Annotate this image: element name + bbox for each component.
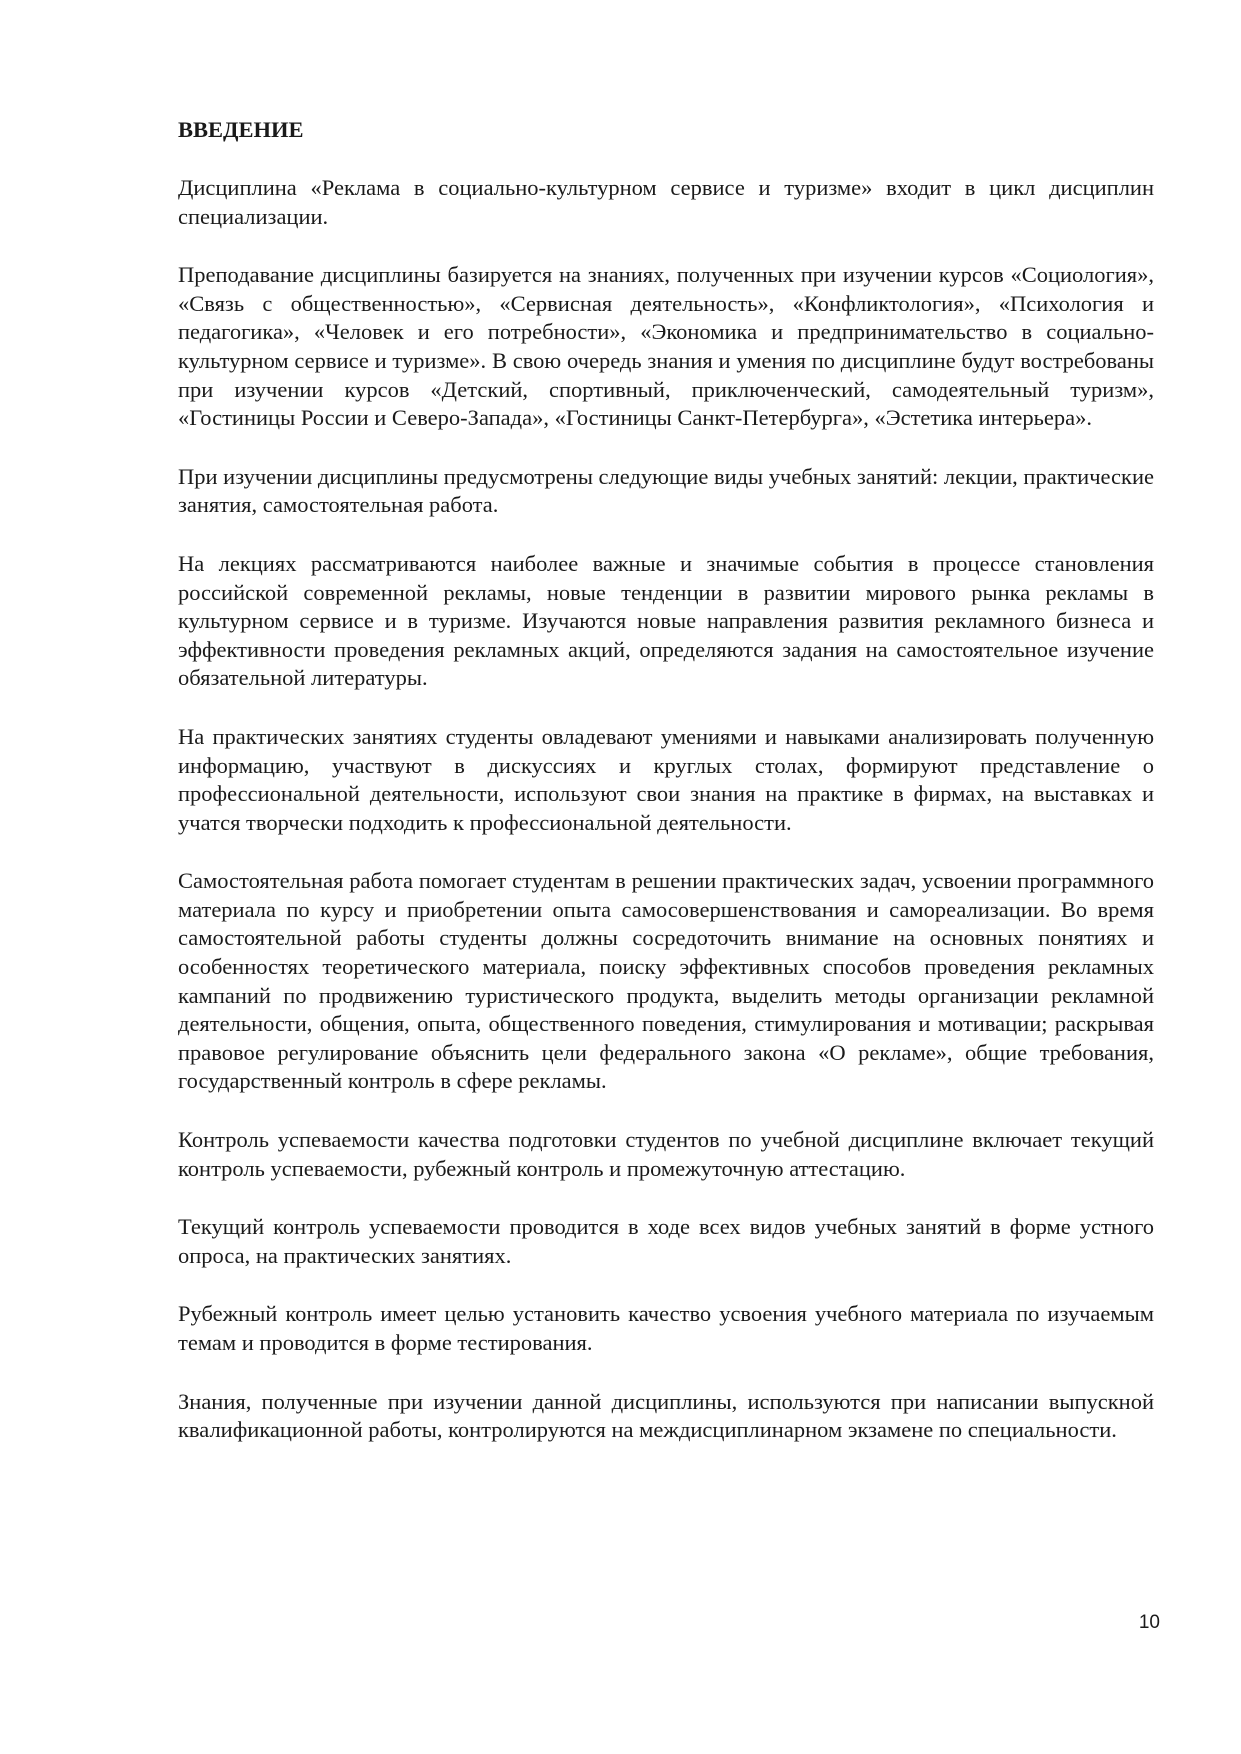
page-number: 10	[1138, 1612, 1160, 1633]
paragraph-progress-control: Контроль успеваемости качества подготовки студентов по учебной дисциплине включает текущий контроль успеваемости, рубежный контроль и промежуточную аттестацию.	[178, 1127, 1154, 1181]
paragraph-prerequisite-courses: Преподавание дисциплины базируется на знаниях, полученных при изучении курсов «Социология», «Связь с общественностью», «Сервисная деятельность», «Конфликтология», «Психология и педагогика», «Человек и его потребности», «Экономика и предпринимательство в социально-культурном сервисе и туризме». В свою очередь знания и умения по дисциплине будут востребованы при изучении курсов «Детский, спортивный, приключенческий, самодеятельный туризм», «Гостиницы России и Северо-Запада», «Гостиницы Санкт-Петербурга», «Эстетика интерьера».	[178, 262, 1154, 431]
paragraph-current-control: Текущий контроль успеваемости проводится в ходе всех видов учебных занятий в форме устного опроса, на практических занятиях.	[178, 1214, 1154, 1268]
paragraph-practical-classes: На практических занятиях студенты овладевают умениями и навыками анализировать полученную информацию, участвуют в дискуссиях и круглых столах, формируют представление о профессиональной деятельности, используют свои знания на практике в фирмах, на выставках и учатся творчески подходить к профессиональной деятельности.	[178, 723, 1154, 835]
paragraph-class-types: При изучении дисциплины предусмотрены следующие виды учебных занятий: лекции, практические занятия, самостоятельная работа.	[178, 463, 1155, 518]
paragraph-independent-work: Самостоятельная работа помогает студентам в решении практических задач, усвоении программного материала по курсу и приобретении опыта самосовершенствования и самореализации. Во время самостоятельной работы студенты должны сосредоточить внимание на основных понятиях и особенностях теоретического материала, поиску эффективных способов проведения рекламных кампаний по продвижению туристического продукта, выделить методы организации рекламной деятельности, общения, опыта, общественного поведения, стимулирования и мотивации; раскрывая правовое регулирование объяснить цели федерального закона «О рекламе», общие требования, государственный контроль в сфере рекламы.	[178, 868, 1154, 1094]
paragraph-milestone-control: Рубежный контроль имеет целью установить качество усвоения учебного материала по изучаемым темам и проводится в форме тестирования.	[178, 1301, 1154, 1355]
section-heading: ВВЕДЕНИЕ	[178, 117, 304, 142]
paragraph-knowledge-usage: Знания, полученные при изучении данной дисциплины, используются при написании выпускной квалификационной работы, контролируются на междисциплинарном экзамене по специальности.	[178, 1388, 1154, 1443]
paragraph-discipline-cycle: Дисциплина «Реклама в социально-культурном сервисе и туризме» входит в цикл дисциплин специализации.	[178, 175, 1154, 229]
page-content	[178, 116, 1154, 1475]
paragraph-lectures: На лекциях рассматриваются наиболее важные и значимые события в процессе становления российской современной рекламы, новые тенденции в развитии мирового рынка рекламы в культурном сервисе и в туризме. Изучаются новые направления развития рекламного бизнеса и эффективности проведения рекламных акций, определяются задания на самостоятельное изучение обязательной литературы.	[178, 550, 1154, 691]
